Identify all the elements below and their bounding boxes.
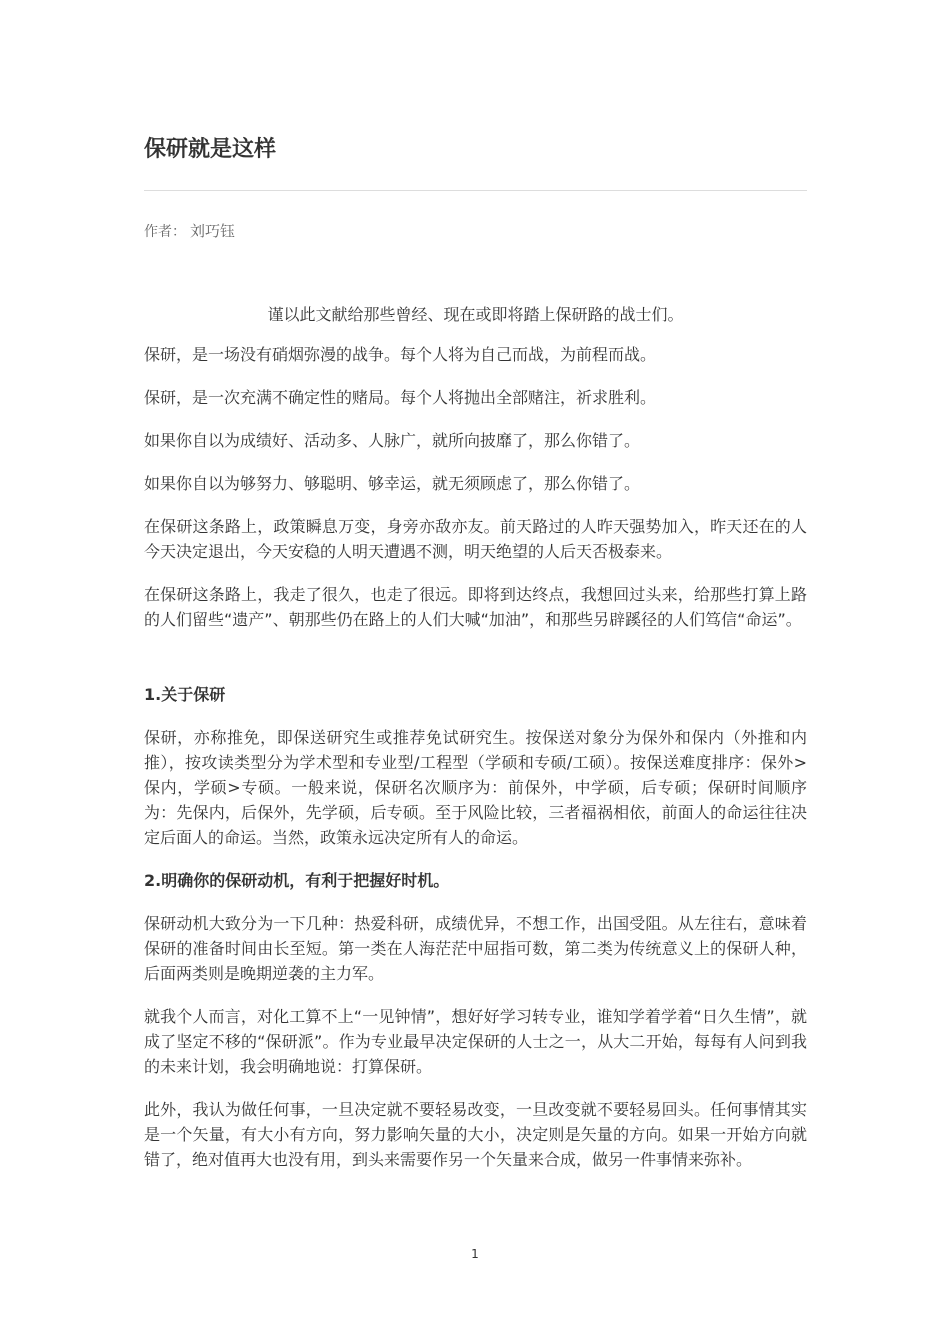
author-line [144, 219, 235, 244]
intro-paragraph: 保研，是一场没有硝烟弥漫的战争。每个人将为自己而战，为前程而战。 [144, 345, 657, 364]
intro-paragraph: 在保研这条路上，政策瞬息万变，身旁亦敌亦友。前天路过的人昨天强势加入，昨天还在的人今天决定退出，今天安稳的人明天遭遇不测，明天绝望的人后天否极泰来。 [144, 517, 807, 561]
title-divider [144, 190, 807, 191]
document-title: 保研就是这样 [144, 137, 277, 162]
dedication: 谨以此文献给那些曾经、现在或即将踏上保研路的战士们。 [267, 305, 684, 324]
page-number: 1 [471, 1247, 479, 1261]
section-paragraph: 保研，亦称推免，即保送研究生或推荐免试研究生。按保送对象分为保外和保内（外推和内推），按攻读类型分为学术型和专业型/工程型（学硕和专硕/工硕）。按保送难度排序：保外>保内，学硕>专硕。一般来说，保研名次顺序为：前保外，中学硕，后专硕；保研时间顺序为：先保内，后保外，先学硕，后专硕。至于风险比较，三者福祸相依，前面人的命运往往决定后面人的命运。当然，政策永远决定所有人的命运。 [144, 728, 807, 847]
section-heading: 1.关于保研 [144, 685, 226, 704]
document-body [144, 302, 807, 1190]
section-paragraph: 此外，我认为做任何事，一旦决定就不要轻易改变，一旦改变就不要轻易回头。任何事情其实是一个矢量，有大小有方向，努力影响矢量的大小，决定则是矢量的方向。如果一开始方向就错了，绝对值再大也没有用，到头来需要作另一个矢量来合成，做另一件事情来弥补。 [144, 1100, 807, 1169]
author-name: 刘巧钰 [190, 222, 236, 240]
intro-paragraph: 如果你自以为够努力、够聪明、够幸运，就无须顾虑了，那么你错了。 [144, 474, 641, 493]
section-paragraph: 保研动机大致分为一下几种：热爱科研，成绩优异，不想工作，出国受阻。从左往右，意味着保研的准备时间由长至短。第一类在人海茫茫中屈指可数，第二类为传统意义上的保研人种，后面两类则是晚期逆袭的主力军。 [144, 914, 807, 983]
intro-paragraph: 在保研这条路上，我走了很久，也走了很远。即将到达终点，我想回过头来，给那些打算上路的人们留些“遗产”、朝那些仍在路上的人们大喊“加油”，和那些另辟蹊径的人们笃信“命运”。 [144, 585, 807, 629]
author-label: 作者： [144, 224, 186, 240]
intro-paragraph: 保研，是一次充满不确定性的赌局。每个人将抛出全部赌注，祈求胜利。 [144, 388, 657, 407]
intro-paragraph: 如果你自以为成绩好、活动多、人脉广，就所向披靡了，那么你错了。 [144, 431, 641, 450]
section-paragraph: 就我个人而言，对化工算不上“一见钟情”，想好好学习转专业，谁知学着学着“日久生情”，就成了坚定不移的“保研派”。作为专业最早决定保研的人士之一，从大二开始，每每有人问到我的未来计划，我会明确地说：打算保研。 [144, 1007, 807, 1076]
section-heading: 2.明确你的保研动机，有利于把握好时机。 [144, 871, 450, 890]
